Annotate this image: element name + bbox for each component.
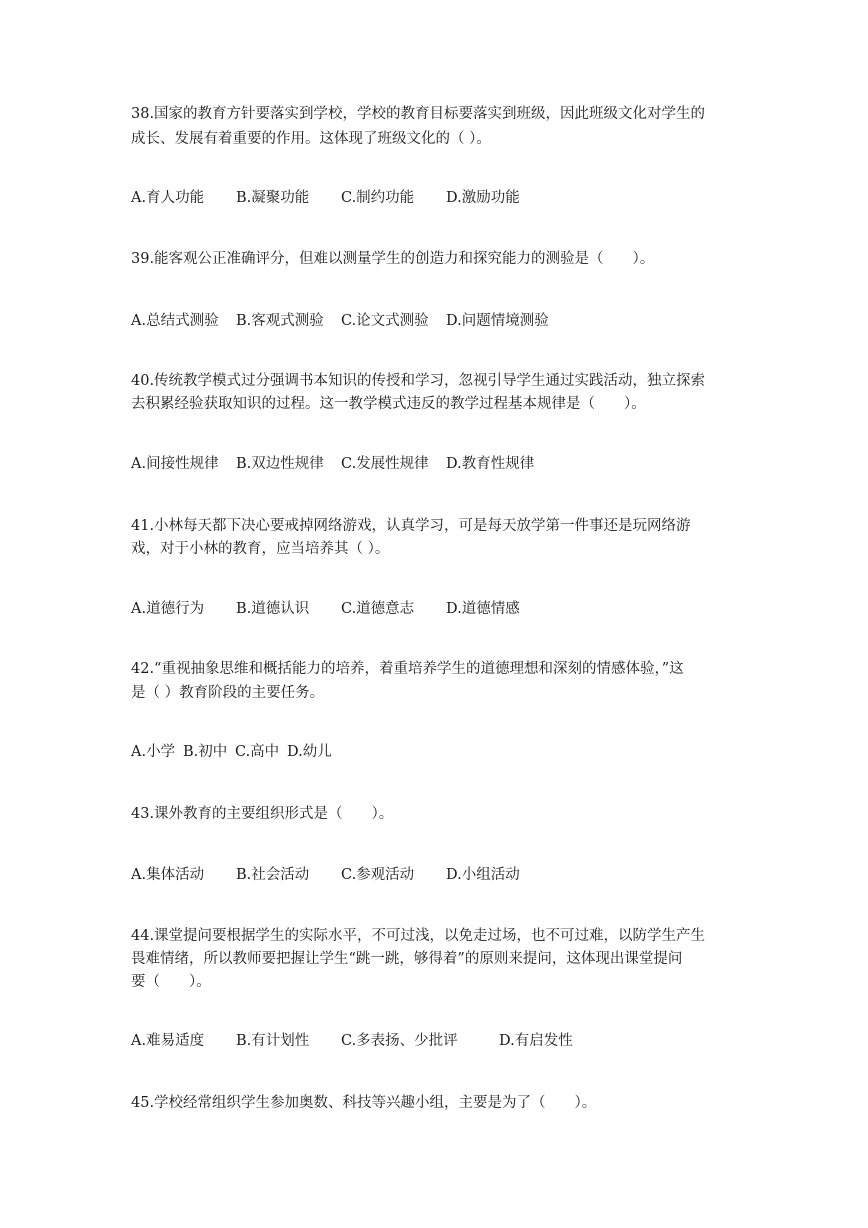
question-40-options [131,454,534,474]
option-b: B.道德认识 [236,601,310,617]
option-a: A.间接性规律 [131,456,219,472]
option-d: D.道德情感 [446,601,520,617]
question-43-line-1: 43.课外教育的主要组织形式是（ ）。 [131,806,394,822]
question-44-line-3: 要（ ）。 [131,974,211,990]
option-b: B.社会活动 [236,867,310,883]
option-a: A.总结式测验 [131,313,219,329]
question-38-options [131,188,520,208]
option-c: C.多表扬、少批评 [341,1033,458,1049]
question-38-line-2: 成长、发展有着重要的作用。这体现了班级文化的（ ）。 [131,131,491,147]
option-c: C.高中 [235,744,280,760]
question-42-line-1: 42.“重视抽象思维和概括能力的培养，着重培养学生的道德理想和深刻的情感体验，”这 [131,661,684,677]
option-b: B.初中 [183,744,228,760]
option-a: A.小学 [131,744,176,760]
option-a: A.道德行为 [131,601,205,617]
option-d: D.激励功能 [446,190,520,206]
option-c: C.制约功能 [341,190,415,206]
question-41-line-1: 41.小林每天都下决心要戒掉网络游戏，认真学习，可是每天放学第一件事还是玩网络游 [131,518,691,534]
option-d: D.问题情境测验 [446,313,549,329]
option-b: B.凝聚功能 [236,190,310,206]
option-d: D.幼儿 [287,744,332,760]
option-d: D.小组活动 [446,867,520,883]
option-a: A.育人功能 [131,190,205,206]
question-38-line-1: 38.国家的教育方针要落实到学校，学校的教育目标要落实到班级，因此班级文化对学生的 [131,106,706,122]
option-b: B.双边性规律 [236,456,324,472]
option-c: C.道德意志 [341,601,415,617]
question-41-line-2: 戏，对于小林的教育，应当培养其（ ）。 [131,541,390,557]
option-d: D.有启发性 [499,1033,573,1049]
option-a: A.难易适度 [131,1033,205,1049]
question-43-options [131,865,520,885]
question-44-line-1: 44.课堂提问要根据学生的实际水平，不可过浅，以免走过场，也不可过难，以防学生产生 [131,928,706,944]
option-a: A.集体活动 [131,867,205,883]
option-b: B.客观式测验 [236,313,324,329]
question-42-options [131,742,332,762]
question-45-line-1: 45.学校经常组织学生参加奥数、科技等兴趣小组，主要是为了（ ）。 [131,1095,597,1111]
question-44-options [131,1031,573,1051]
option-c: C.参观活动 [341,867,415,883]
question-42-line-2: 是（ ）教育阶段的主要任务。 [131,685,325,701]
question-40-line-2: 去积累经验获取知识的过程。这一教学模式违反的教学过程基本规律是（ ）。 [131,396,646,412]
question-39-options [131,311,549,331]
question-40-line-1: 40.传统教学模式过分强调书本知识的传授和学习，忽视引导学生通过实践活动，独立探索 [131,373,706,389]
option-c: C.发展性规律 [341,456,429,472]
option-d: D.教育性规律 [446,456,535,472]
question-41-options [131,599,520,619]
question-44-line-2: 畏难情绪，所以教师要把握让学生“跳一跳，够得着”的原则来提问，这体现出课堂提问 [131,951,683,967]
option-c: C.论文式测验 [341,313,429,329]
option-b: B.有计划性 [236,1033,310,1049]
question-39-line-1: 39.能客观公正准确评分，但难以测量学生的创造力和探究能力的测验是（ ）。 [131,251,655,267]
